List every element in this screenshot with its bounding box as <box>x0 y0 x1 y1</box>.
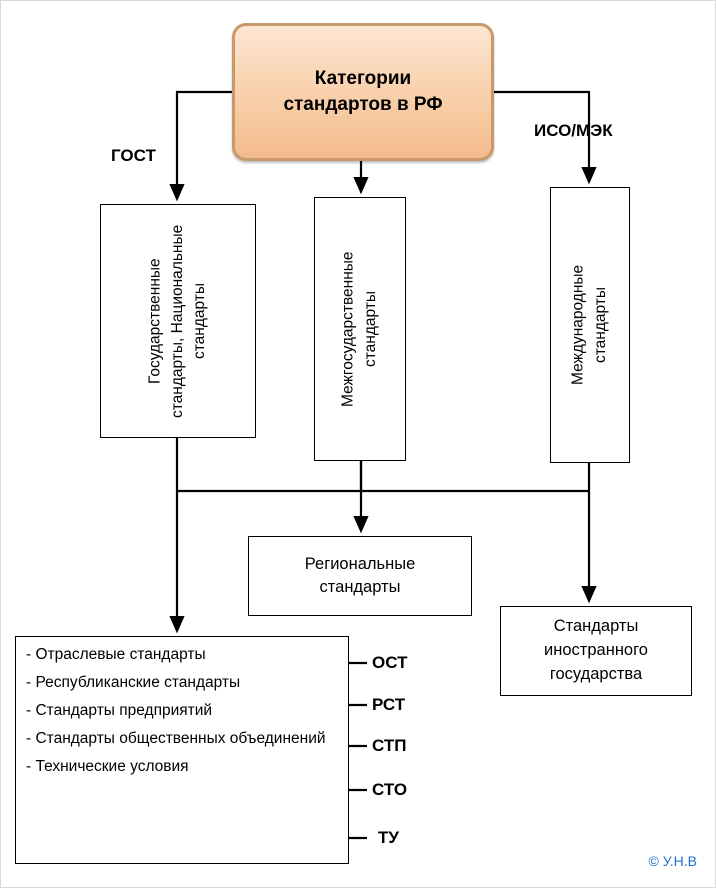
abbr-stp: СТП <box>372 736 407 755</box>
box-interstate-line-2: стандарты <box>362 290 379 368</box>
list-item: - Отраслевые стандарты <box>26 646 206 663</box>
box-international-line-2: стандарты <box>592 286 609 364</box>
box-interstate-standards <box>314 197 406 461</box>
box-regional-standards <box>248 536 472 616</box>
abbr-rst: РСТ <box>372 695 406 714</box>
box-state-national-line-2: стандарты, Национальные <box>168 224 186 418</box>
box-foreign-line-3: государства <box>549 664 643 683</box>
box-international-line-1: Международные <box>569 264 587 386</box>
box-interstate-line-1: Межгосударственные <box>339 251 357 407</box>
box-state-national-standards <box>100 204 256 438</box>
box-foreign-line-2: иностранного <box>544 641 648 660</box>
box-state-national-line-1: Государственные <box>146 258 164 384</box>
box-state-national-line-3: стандарты <box>191 282 209 360</box>
copyright-text: © У.Н.В <box>648 853 697 869</box>
list-item: - Технические условия <box>26 757 189 775</box>
list-item: - Стандарты предприятий <box>26 701 213 719</box>
box-international-standards <box>550 187 630 463</box>
label-iso-iec: ИСО/МЭК <box>534 121 613 140</box>
box-foreign-line-1: Стандарты <box>553 617 639 636</box>
box-regional-line-1: Региональные <box>304 554 416 573</box>
label-gost: ГОСТ <box>111 146 156 165</box>
box-regional-line-2: стандарты <box>319 578 401 596</box>
box-other-standards-list <box>15 636 349 864</box>
list-item: - Стандарты общественных объединений <box>26 729 326 747</box>
list-item: - Республиканские стандарты <box>26 673 241 691</box>
box-foreign-state-standards <box>500 606 692 696</box>
title-line-2: стандартов в РФ <box>283 94 443 115</box>
abbr-sto: СТО <box>372 780 408 799</box>
title-line-1: Категории <box>314 68 412 90</box>
abbr-tu: ТУ <box>378 828 399 847</box>
title-box <box>232 23 494 161</box>
abbr-ost: ОСТ <box>372 653 408 672</box>
